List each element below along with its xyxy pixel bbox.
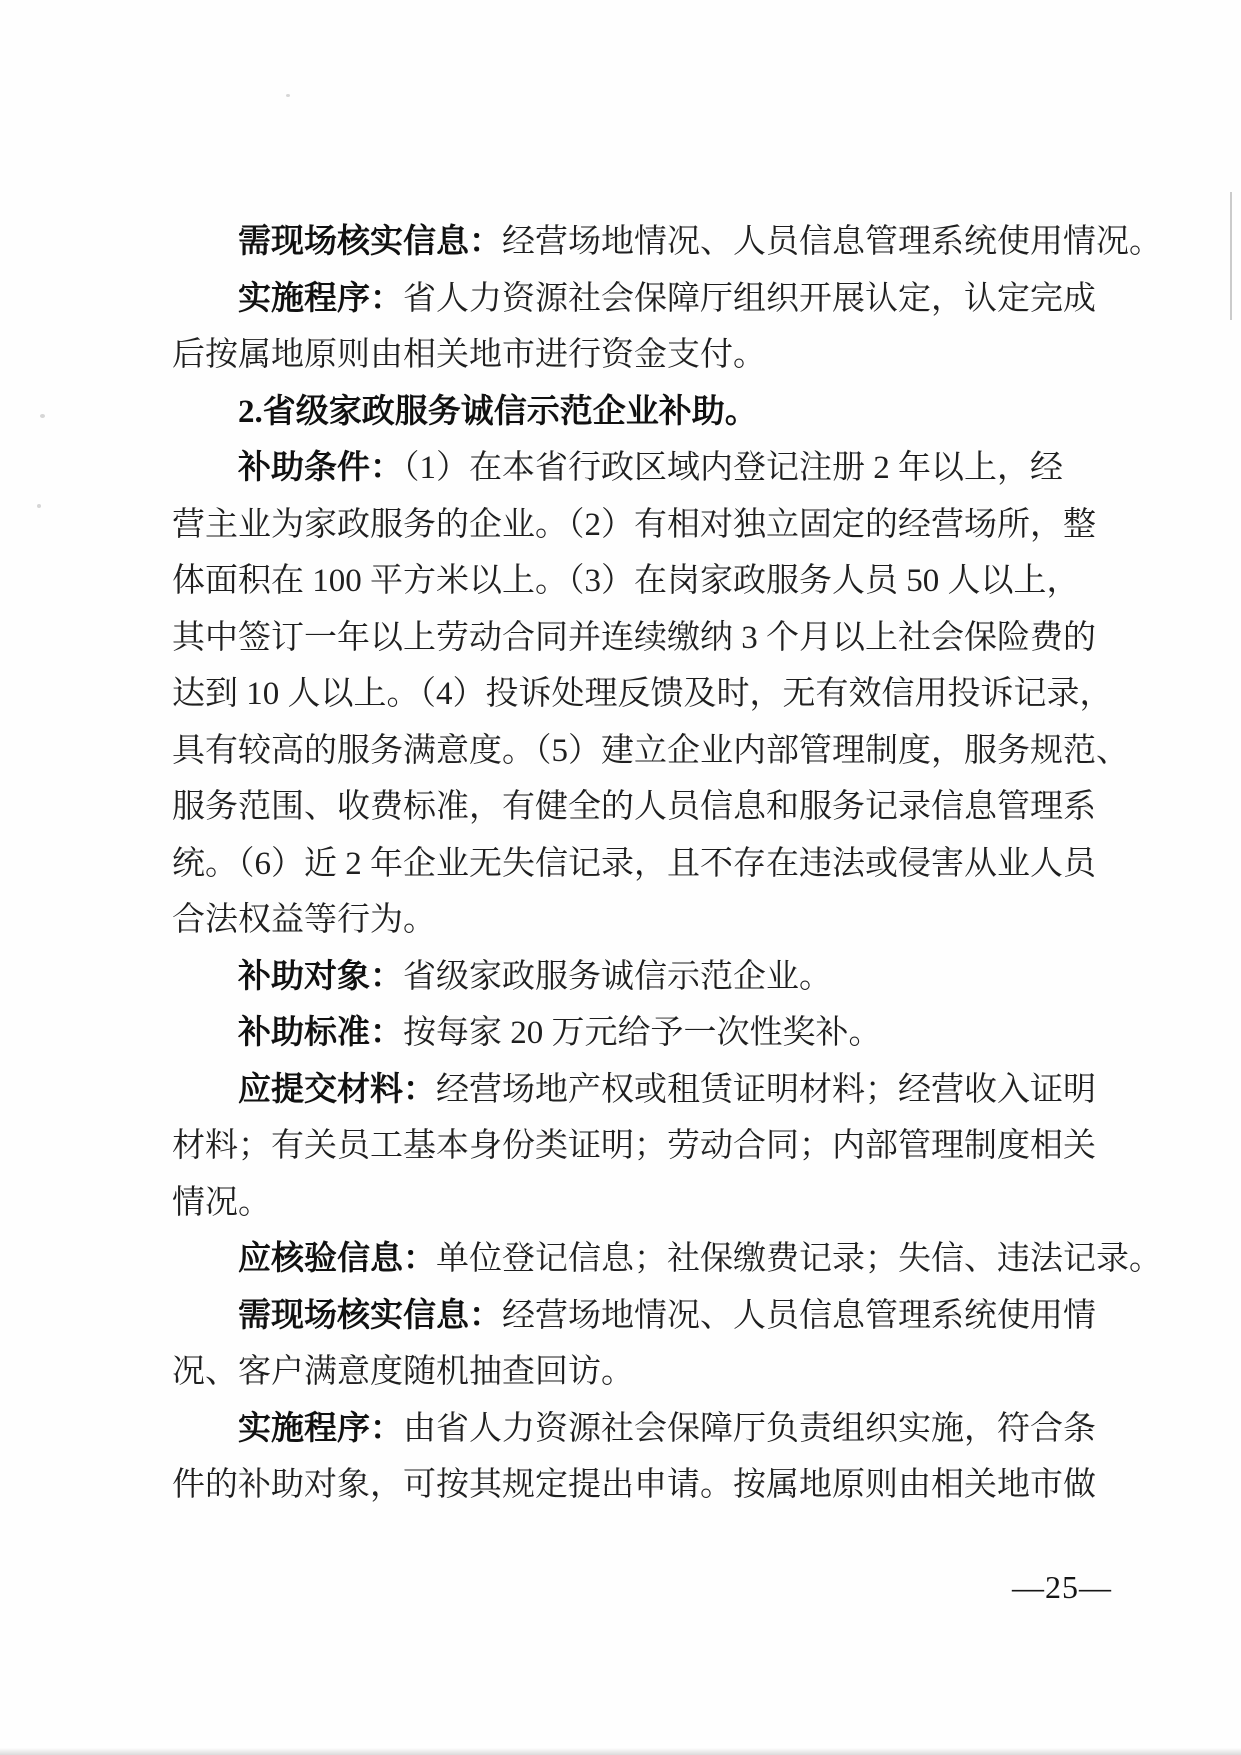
line-text: 况、客户满意度随机抽查回访。 [172, 1354, 634, 1390]
text-line [172, 892, 1122, 949]
text-line [172, 1401, 1122, 1458]
text-line [172, 1457, 1122, 1514]
bold-label: 应核验信息： [238, 1241, 436, 1277]
text-line [172, 214, 1162, 271]
line-text: 后按属地原则由相关地市进行资金支付。 [172, 337, 766, 373]
line-text: 省人力资源社会保障厅组织开展认定，认定完成 [403, 280, 1096, 317]
line-text: 单位登记信息；社保缴费记录；失信、违法记录。 [436, 1241, 1162, 1277]
bold-label: 实施程序： [238, 1410, 403, 1447]
line-text: 情况。 [172, 1184, 271, 1221]
text-line [172, 949, 1122, 1006]
line-text: 达到 10 人以上。（4）投诉处理反馈及时，无有效信用投诉记录， [172, 676, 1113, 712]
bold-label: 需现场核实信息： [238, 224, 502, 260]
line-text: 具有较高的服务满意度。（5）建立企业内部管理制度，服务规范、 [172, 732, 1129, 769]
text-line [172, 1288, 1122, 1345]
bold-label: 补助标准： [238, 1015, 403, 1051]
text-line [172, 440, 1122, 497]
scan-artifact-line [1230, 192, 1232, 320]
text-line [172, 271, 1122, 328]
line-text: 体面积在 100 平方米以上。（3）在岗家政服务人员 50 人以上， [172, 563, 1080, 599]
line-text: 由省人力资源社会保障厅负责组织实施，符合条 [403, 1410, 1096, 1447]
text-line [172, 1062, 1122, 1119]
text-line [172, 610, 1122, 667]
bold-label: 需现场核实信息： [238, 1297, 502, 1334]
text-line [172, 666, 1122, 723]
text-line [172, 1344, 1122, 1401]
scan-artifact-speck [286, 94, 290, 97]
text-line [172, 1231, 1162, 1288]
page-number: —25— [1012, 1569, 1112, 1605]
bold-label: 应提交材料： [238, 1071, 436, 1108]
line-text: 件的补助对象，可按其规定提出申请。按属地原则由相关地市做 [172, 1467, 1096, 1503]
bold-label: 实施程序： [238, 280, 403, 317]
line-text: 营主业为家政服务的企业。（2）有相对独立固定的经营场所，整 [172, 506, 1096, 543]
text-line [172, 1175, 1122, 1232]
line-text: 材料；有关员工基本身份类证明；劳动合同；内部管理制度相关 [172, 1128, 1096, 1164]
document-body [172, 214, 1162, 1514]
line-text: 服务范围、收费标准，有健全的人员信息和服务记录信息管理系 [172, 789, 1096, 825]
line-text: 经营场地情况、人员信息管理系统使用情况。 [502, 224, 1162, 260]
line-text: 经营场地产权或租赁证明材料；经营收入证明 [436, 1071, 1096, 1108]
line-text: 合法权益等行为。 [172, 902, 436, 938]
line-text: 统。（6）近 2 年企业无失信记录，且不存在违法或侵害从业人员 [172, 845, 1096, 882]
line-text: 经营场地情况、人员信息管理系统使用情 [502, 1297, 1096, 1334]
text-line [172, 384, 1122, 441]
text-line [172, 779, 1122, 836]
bold-label: 补助对象： [238, 958, 403, 995]
text-line [172, 1118, 1122, 1175]
text-line [172, 723, 1129, 780]
text-line [172, 1005, 1122, 1062]
line-text: 省级家政服务诚信示范企业。 [403, 958, 832, 995]
bold-label: 2.省级家政服务诚信示范企业补助。 [238, 393, 758, 430]
scan-edge-shadow [0, 1748, 1241, 1755]
text-line [172, 836, 1122, 893]
line-text: 其中签订一年以上劳动合同并连续缴纳 3 个月以上社会保险费的 [172, 619, 1096, 656]
line-text: 按每家 20 万元给予一次性奖补。 [403, 1015, 882, 1051]
text-line [172, 327, 1122, 384]
bold-label: 补助条件： [238, 450, 403, 486]
line-text: （1）在本省行政区域内登记注册 2 年以上，经 [403, 450, 1063, 486]
text-line [172, 553, 1122, 610]
scan-artifact-speck [37, 504, 41, 508]
text-line [172, 497, 1122, 554]
scan-artifact-speck [40, 414, 45, 418]
